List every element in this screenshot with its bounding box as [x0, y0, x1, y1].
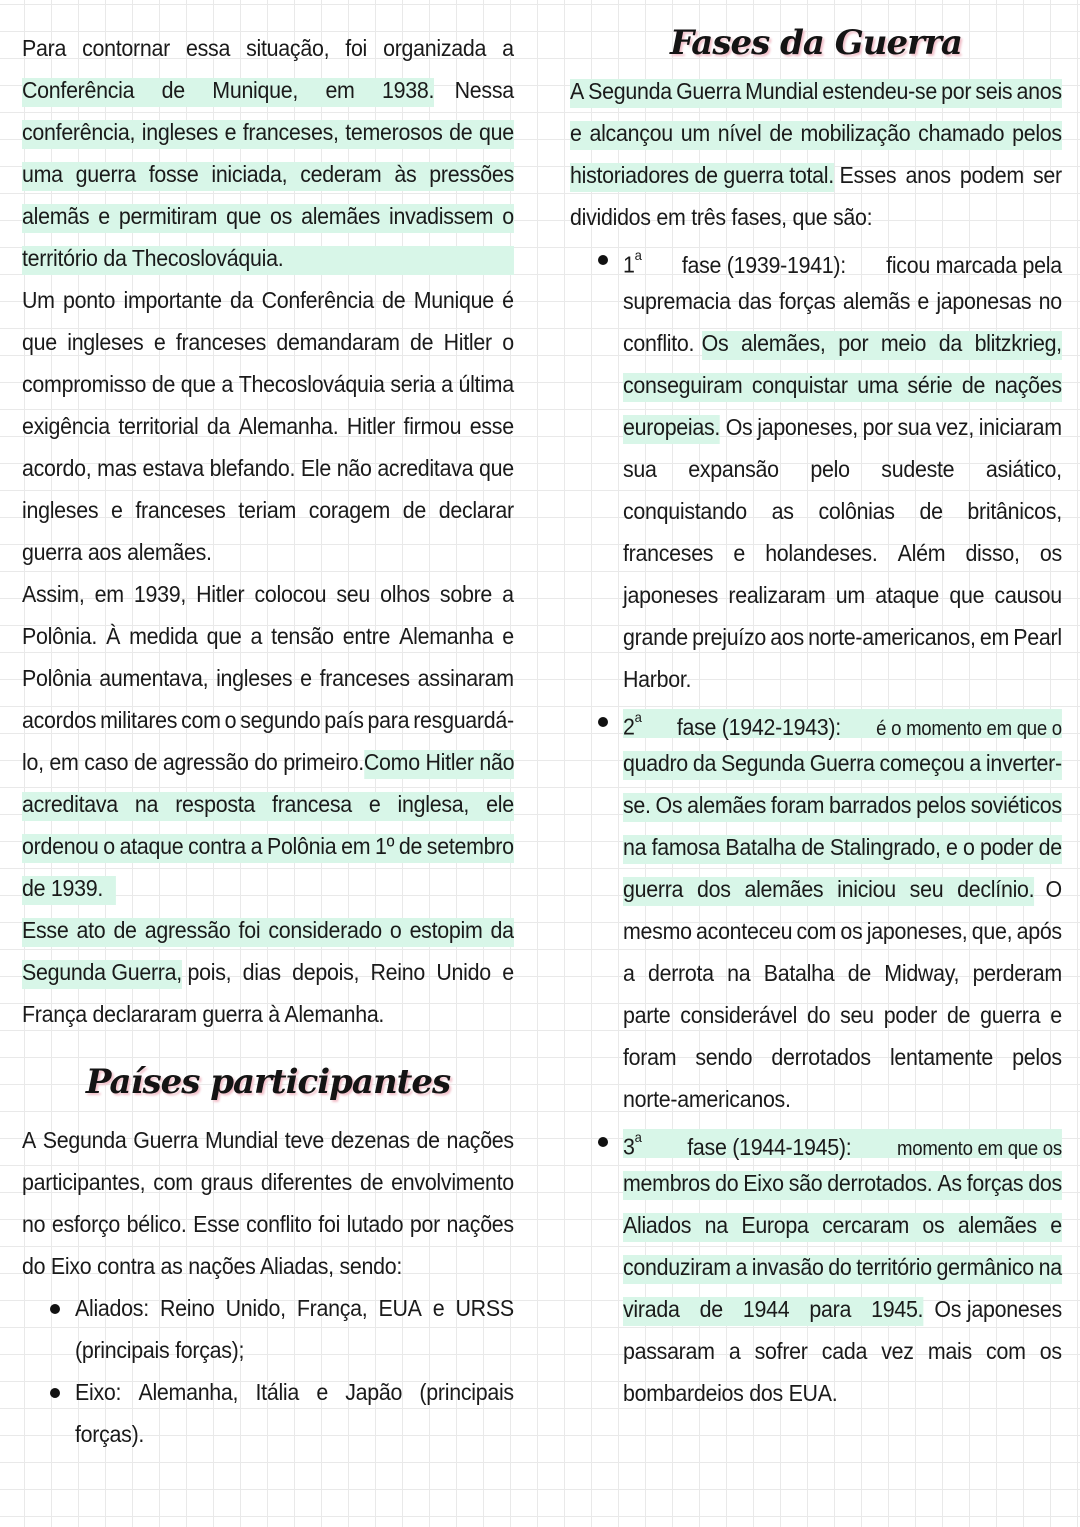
text-line: a derrota na Batalha de Midway, perderam — [623, 960, 1062, 986]
bullet-icon — [598, 717, 608, 727]
left-column — [22, 27, 514, 1455]
text-fragment: é o momento em que o — [876, 717, 1062, 740]
highlighted-text: virada de 1944 para 1945. — [623, 1288, 923, 1330]
text-line: participantes, com graus diferentes de envolvimento — [22, 1169, 514, 1195]
highlighted-text-line: alemãs e permitiram que os alemães invadissem o — [22, 195, 514, 237]
right-column — [570, 20, 1062, 1414]
text-fragment: O — [1045, 876, 1062, 902]
text-line: parte considerável do seu poder de guerra e — [623, 1002, 1062, 1028]
highlighted-text: guerra dos alemães iniciou seu declínio. — [623, 868, 1034, 910]
text-line: acordo, mas estava blefando. Ele não acreditava que — [22, 455, 514, 481]
text-line: acordos militares com o segundo país para resguardá- — [22, 707, 514, 733]
text-line — [623, 868, 1062, 910]
text-line: norte-americanos. — [623, 1086, 791, 1112]
highlighted-text-line: quadro da Segunda Guerra começou a inverter- — [623, 742, 1062, 784]
text-line — [623, 1288, 1062, 1330]
highlighted-text-line: Esse ato de agressão foi considerado o estopim da — [22, 909, 514, 951]
highlighted-text-line: A Segunda Guerra Mundial estendeu-se por seis anos — [570, 70, 1062, 112]
text-line: Polônia. À medida que a tensão entre Alemanha e — [22, 623, 514, 649]
phase-ordinal: 2$^a$ — [623, 709, 642, 740]
text-fragment: conflito. — [623, 330, 695, 356]
text-line: divididos em três fases, que são: — [570, 204, 873, 230]
paragraph-intro — [570, 70, 1062, 238]
text-line: supremacia das forças alemãs e japonesas no — [623, 288, 1062, 314]
text-line: franceses e holandeses. Além disso, os — [623, 540, 1062, 566]
text-line — [623, 406, 1062, 448]
highlighted-text: de 1939. — [22, 867, 116, 909]
highlighted-text: Segunda Guerra, — [22, 951, 182, 993]
text-line: (principais forças); — [75, 1337, 245, 1363]
paragraph-poland — [22, 573, 514, 909]
highlighted-text-line: conferência, ingleses e franceses, temerosos de que — [22, 111, 514, 153]
text-fragment: pois, dias depois, Reino Unido e — [187, 959, 514, 985]
text-line: forças). — [75, 1421, 145, 1447]
highlighted-text-line: na famosa Batalha de Stalingrado, e o poder de — [623, 826, 1062, 868]
paragraph-hitler-promise — [22, 279, 514, 573]
highlighted-text-line: membros do Eixo são derrotados. As forças dos — [623, 1162, 1062, 1204]
text-line: Aliados: Reino Unido, França, EUA e URSS — [75, 1295, 514, 1321]
list-item-eixo — [22, 1371, 514, 1455]
bullet-icon — [50, 1304, 60, 1314]
text-line — [22, 741, 514, 783]
bullet-icon — [598, 1137, 608, 1147]
text-line: Um ponto importante da Conferência de Munique é — [22, 287, 514, 313]
phase-label: fase (1939-1941): — [681, 251, 846, 278]
bullet-icon — [598, 255, 608, 265]
text-line: A Segunda Guerra Mundial teve dezenas de nações — [22, 1127, 514, 1153]
text-line — [22, 867, 514, 909]
highlighted-text-line: acreditava na resposta francesa e inglesa, ele — [22, 783, 514, 825]
highlighted-text: historiadores de guerra total. — [570, 154, 834, 196]
highlighted-text: Como Hitler não — [364, 741, 514, 783]
text-line — [623, 322, 1062, 364]
text-line: conquistando as colônias de britânicos, — [623, 498, 1062, 524]
text-fragment: momento em que os — [897, 1137, 1062, 1160]
paragraph-war-trigger — [22, 909, 514, 1035]
phase-ordinal: 1$^a$ — [623, 247, 642, 278]
text-line: Para contornar essa situação, foi organizada a — [22, 35, 514, 61]
highlighted-text-line — [623, 1120, 1062, 1162]
highlighted-text: europeias. — [623, 406, 720, 448]
highlighted-text-line: território da Thecoslováquia. — [22, 237, 514, 279]
highlighted-text-line: conduziram a invasão do território germânico na — [623, 1246, 1062, 1288]
text-line: foram sendo derrotados lentamente pelos — [623, 1044, 1062, 1070]
text-line — [623, 238, 1062, 280]
text-line: bombardeios dos EUA. — [623, 1380, 838, 1406]
highlighted-text-line — [623, 700, 1062, 742]
highlighted-text-line: ordenou o ataque contra a Polônia em 1º de setembro — [22, 825, 514, 867]
highlighted-text-line: conseguiram conquistar uma série de nações — [623, 364, 1062, 406]
text-line: guerra aos alemães. — [22, 539, 212, 565]
highlighted-text-line: Aliados na Europa cercaram os alemães e — [623, 1204, 1062, 1246]
highlighted-text-line: se. Os alemães foram barrados pelos soviéticos — [623, 784, 1062, 826]
text-line — [570, 154, 1062, 196]
text-line: exigência territorial da Alemanha. Hitler firmou esse — [22, 413, 514, 439]
text-line: passaram a sofrer cada vez mais com os — [623, 1338, 1062, 1364]
section-title-fases-da-guerra: Fases da Guerra — [670, 23, 962, 63]
text-fragment: lo, em caso de agressão do primeiro. — [22, 749, 364, 775]
text-line: compromisso de que a Thecoslováquia seria a última — [22, 371, 514, 397]
highlighted-text-line: uma guerra fosse iniciada, cederam às pressões — [22, 153, 514, 195]
text-fragment: ficou marcada pela — [886, 251, 1062, 278]
phase-ordinal: 3$^a$ — [623, 1129, 642, 1160]
text-line: que ingleses e franceses demandaram de Hitler o — [22, 329, 514, 355]
text-line: Eixo: Alemanha, Itália e Japão (principais — [75, 1379, 514, 1405]
paragraph-munich-conference — [22, 27, 514, 279]
text-line: Harbor. — [623, 666, 692, 692]
text-line: grande prejuízo aos norte-americanos, em Pearl — [623, 624, 1062, 650]
phase-label: fase (1944-1945): — [687, 1133, 852, 1160]
text-line: Polônia aumentava, ingleses e franceses assinaram — [22, 665, 514, 691]
highlighted-text-line: e alcançou um nível de mobilização chamado pelos — [570, 112, 1062, 154]
text-line: mesmo aconteceu com os japoneses, que, após — [623, 918, 1062, 944]
text-line — [22, 69, 514, 111]
highlighted-text: Os alemães, por meio da blitzkrieg, — [702, 322, 1062, 364]
list-item-phase-1 — [570, 238, 1062, 700]
text-line — [22, 951, 514, 993]
text-line: França declararam guerra à Alemanha. — [22, 1001, 385, 1027]
list-item-phase-2 — [570, 700, 1062, 1120]
text-line: sua expansão pelo sudeste asiático, — [623, 456, 1062, 482]
text-line: japoneses realizaram um ataque que causou — [623, 582, 1062, 608]
bullet-icon — [50, 1388, 60, 1398]
paragraph-participants — [22, 1119, 514, 1287]
text-line: Assim, em 1939, Hitler colocou seu olhos sobre a — [22, 581, 514, 607]
highlighted-text: Conferência de Munique, em 1938. — [22, 69, 434, 111]
text-fragment: Nessa — [454, 77, 514, 103]
text-line: do Eixo contra as nações Aliadas, sendo: — [22, 1253, 403, 1279]
text-fragment: Esses anos podem ser — [839, 162, 1062, 188]
list-item-aliados — [22, 1287, 514, 1371]
text-fragment: Os japoneses — [934, 1296, 1062, 1322]
list-item-phase-3 — [570, 1120, 1062, 1414]
text-line: no esforço bélico. Esse conflito foi lutado por nações — [22, 1211, 514, 1237]
text-fragment: Os japoneses, por sua vez, iniciaram — [725, 414, 1062, 440]
section-title-paises-participantes: Países participantes — [85, 1062, 451, 1102]
phase-label: fase (1942-1943): — [676, 713, 841, 740]
text-line: ingleses e franceses teriam coragem de declarar — [22, 497, 514, 523]
